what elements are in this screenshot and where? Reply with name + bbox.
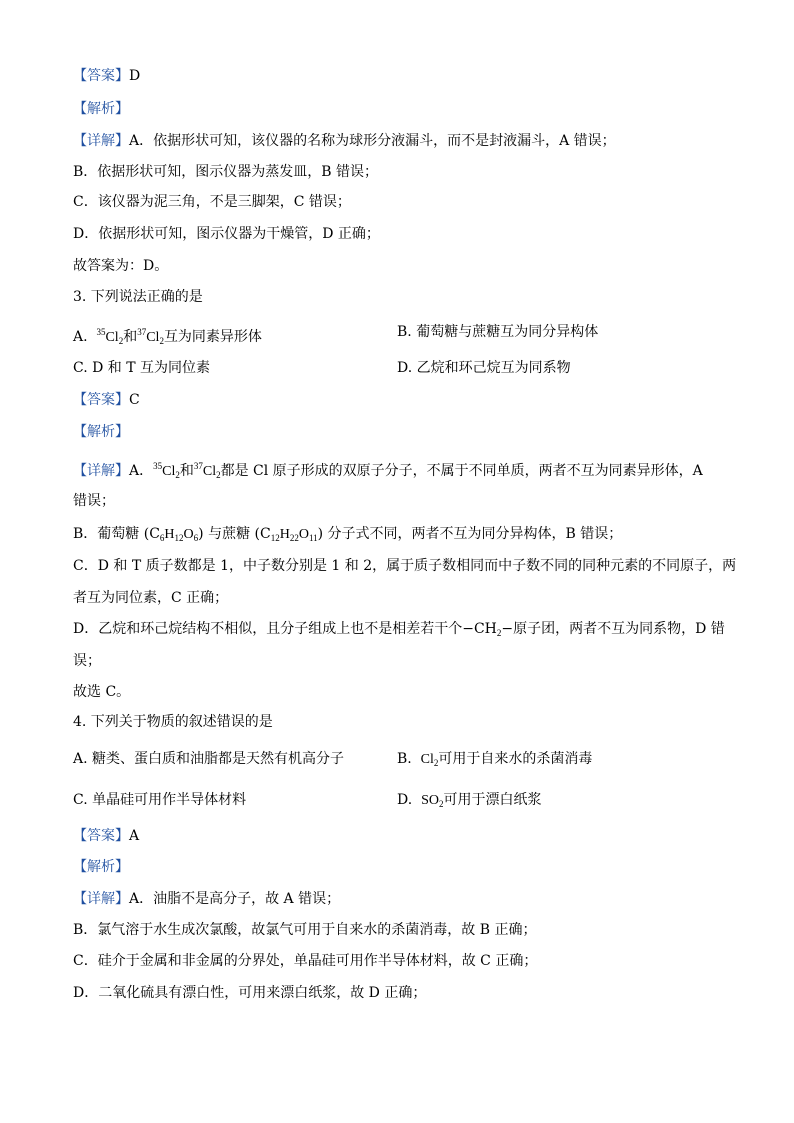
q3-answer: C <box>129 392 140 408</box>
q3-detail-d-1: D．乙烷和环己烷结构不相似，且分子组成上也不是相差若干个$-CH_2-$原子团，两者不互为同系物，D 错 <box>73 621 725 638</box>
q4-detail-a: A．油脂不是高分子，故 A 错误； <box>129 891 341 907</box>
q2-detail-d: D．依据形状可知，图示仪器为干燥管，D 正确； <box>73 226 380 242</box>
q4-option-c: C. 单晶硅可用作半导体材料 <box>73 792 247 808</box>
isotope-mass-35: 35 <box>96 327 106 337</box>
q4-analysis-label: 【解析】 <box>73 859 129 875</box>
detail-label: 【详解】 <box>73 133 129 149</box>
answer-label: 【答案】 <box>73 68 129 84</box>
q2-analysis-label: 【解析】 <box>73 101 129 117</box>
q4-detail-c: C．硅介于金属和非金属的分界处，单晶硅可用作半导体材料，故 C 正确； <box>73 953 538 969</box>
q3-detail-a-line: 【详解】A．$^{35}Cl_2$和$^{37}Cl_2$都是 Cl 原子形成的双原子分子，不属于不同单质，两者不互为同素异形体，A <box>73 461 703 480</box>
q4-option-a: A. 糖类、蛋白质和油脂都是天然有机高分子 <box>73 751 345 767</box>
q4-detail-b: B．氯气溶于水生成次氯酸，故氯气可用于自来水的杀菌消毒，故 B 正确； <box>73 922 537 938</box>
q4-answer: A <box>129 828 140 844</box>
q3-option-c: C. D 和 T 互为同位素 <box>73 360 211 376</box>
q2-answer-line <box>73 67 140 85</box>
q4-answer-line <box>73 827 139 845</box>
q3-detail-c-2: 者互为同位素，C 正确； <box>73 590 229 606</box>
answer-label: 【答案】 <box>73 828 129 844</box>
q3-option-a: A. $^{35}Cl_2$和$^{37}Cl_2$互为同素异形体 <box>73 327 262 346</box>
q3-detail-d-2: 误； <box>73 653 101 669</box>
q4-option-d: D. $SO_2$可用于漂白纸浆 <box>397 792 542 809</box>
detail-label: 【详解】 <box>73 463 129 479</box>
q2-detail-a: A．依据形状可知，该仪器的名称为球形分液漏斗，而不是封液漏斗，A 错误； <box>129 133 616 149</box>
q3-stem: 3. 下列说法正确的是 <box>73 289 203 305</box>
q4-detail-d: D．二氧化硫具有漂白性，可用来漂白纸浆，故 D 正确； <box>73 985 427 1001</box>
q2-answer: D <box>129 68 141 84</box>
q3-analysis-label: 【解析】 <box>73 424 129 440</box>
isotope-mass-37: 37 <box>137 327 147 337</box>
q4-detail-line-1 <box>73 890 340 908</box>
q4-option-b: B. $Cl_2$可用于自来水的杀菌消毒 <box>397 751 593 768</box>
q2-detail-c: C．该仪器为泥三角，不是三脚架，C 错误； <box>73 194 351 210</box>
q3-detail-c-1: C．D 和 T 质子数都是 1，中子数分别是 1 和 2，属于质子数相同而中子数不同的同种元素的不同原子，两 <box>73 558 737 574</box>
answer-label: 【答案】 <box>73 392 129 408</box>
q3-detail-a-cont: 错误； <box>73 493 115 509</box>
detail-label: 【详解】 <box>73 891 129 907</box>
q2-detail-b: B．依据形状可知，图示仪器为蒸发皿，B 错误； <box>73 164 379 180</box>
q4-stem: 4. 下列关于物质的叙述错误的是 <box>73 714 273 730</box>
q2-conclusion: 故答案为：D。 <box>73 258 169 274</box>
q3-option-b: B. 葡萄糖与蔗糖互为同分异构体 <box>397 324 599 340</box>
q2-detail-line-1 <box>73 132 616 150</box>
q3-option-d: D. 乙烷和环己烷互为同系物 <box>397 360 571 376</box>
q3-conclusion: 故选 C。 <box>73 684 131 700</box>
q3-answer-line <box>73 391 140 409</box>
q3-detail-b: B．葡萄糖 $(C_6H_{12}O_6)$ 与蔗糖 $(C_{12}H_{22}O_{11})$ 分子式不同，两者不互为同分异构体，B 错误； <box>73 526 623 543</box>
